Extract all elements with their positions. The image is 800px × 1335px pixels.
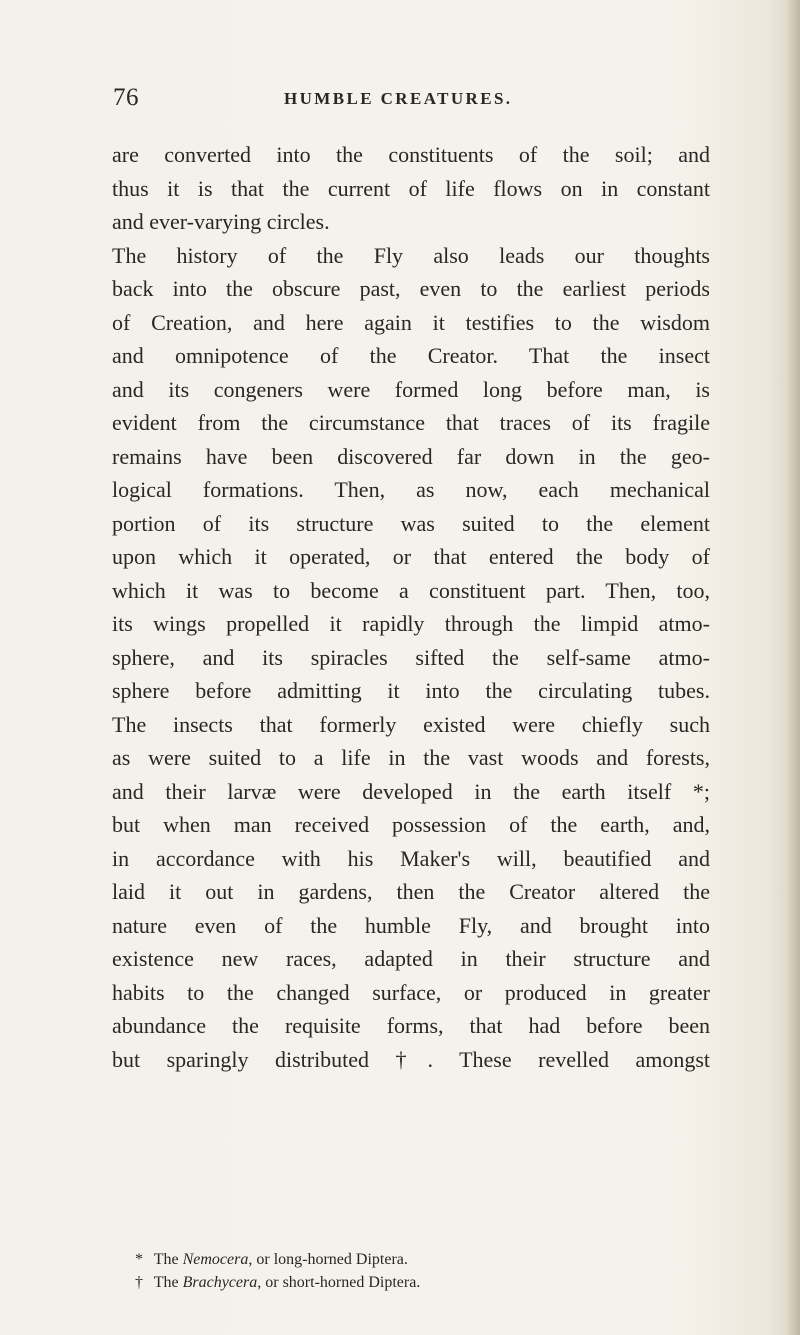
text-line: thus it is that the current of life flows on in constant: [112, 175, 710, 201]
text-line: evident from the circumstance that traces of its fragile: [112, 410, 710, 435]
text-line: but when man received possession of the earth, and,: [112, 812, 710, 837]
text-line: and their larvæ were developed in the earth itself *;: [112, 778, 710, 804]
text-line: of Creation, and here again it testifies to the wisdom: [112, 309, 710, 335]
footnote-text: , or long-horned Diptera.: [248, 1251, 408, 1268]
text-line: nature even of the humble Fly, and brought into: [112, 912, 710, 938]
running-head: HUMBLE CREATURES.: [284, 89, 513, 108]
footnote-mark: †: [135, 1274, 143, 1291]
text-line: The insects that formerly existed were chiefly such: [112, 711, 710, 737]
text-line: sphere before admitting it into the circulating tubes.: [112, 678, 710, 703]
text-line: portion of its structure was suited to the element: [112, 510, 710, 536]
text-line: and omnipotence of the Creator. That the insect: [112, 343, 710, 368]
text-line: back into the obscure past, even to the earliest periods: [112, 276, 710, 301]
text-line: are converted into the constituents of the soil; and: [112, 142, 710, 167]
footnote-prefix: The: [153, 1251, 179, 1268]
footnote-prefix: The: [153, 1274, 179, 1291]
text-line: which it was to become a constituent part. Then, too,: [112, 577, 710, 603]
text-line: its wings propelled it rapidly through the limpid atmo-: [112, 611, 710, 636]
text-line: logical formations. Then, as now, each mechanical: [112, 477, 710, 502]
text-line: abundance the requisite forms, that had before been: [112, 1013, 710, 1038]
text-line: laid it out in gardens, then the Creator altered the: [112, 879, 710, 904]
footnote-text: , or short-horned Diptera.: [257, 1274, 421, 1291]
text-line: existence new races, adapted in their structure and: [112, 946, 710, 971]
footnote-taxon: Nemocera: [182, 1251, 249, 1268]
text-line: habits to the changed surface, or produced in greater: [112, 979, 710, 1005]
text-line: in accordance with his Maker's will, beautified and: [112, 845, 710, 871]
page-header: [0, 84, 800, 114]
footnote: [112, 1248, 710, 1271]
page-edge-shadow: [786, 0, 800, 1335]
footnotes: [112, 1248, 710, 1294]
text-line: and ever-varying circles.: [112, 209, 330, 234]
footnote-taxon: Brachycera: [182, 1274, 258, 1291]
text-line: as were suited to a life in the vast woods and forests,: [112, 745, 710, 770]
text-line: and its congeners were formed long before man, is: [112, 376, 710, 402]
text-line: remains have been discovered far down in the geo-: [112, 443, 710, 469]
text-line: The history of the Fly also leads our thoughts: [112, 242, 710, 268]
text-line: sphere, and its spiracles sifted the self-same atmo-: [112, 644, 710, 670]
body-text: [112, 138, 710, 1076]
footnote: [112, 1271, 710, 1294]
text-line: upon which it operated, or that entered the body of: [112, 544, 710, 569]
text-line: but sparingly distributed †. These revelled amongst: [112, 1046, 710, 1072]
page-number: 76: [113, 84, 139, 111]
footnote-mark: *: [135, 1251, 143, 1268]
